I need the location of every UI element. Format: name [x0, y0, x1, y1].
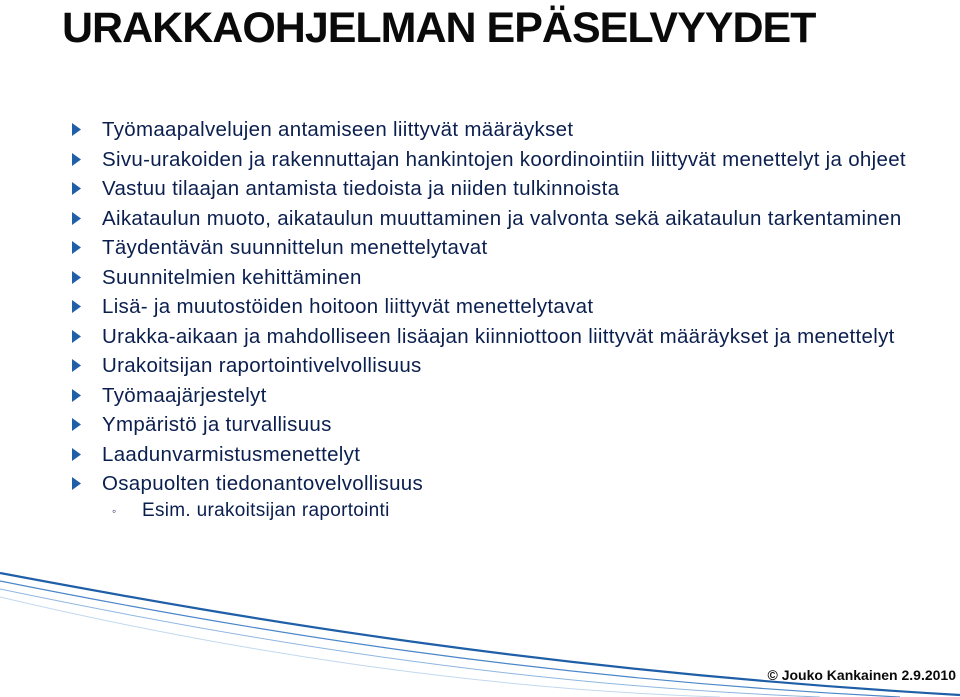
arrow-right-icon: [72, 177, 102, 200]
bullet-item: [72, 443, 952, 467]
bullet-text: Suunnitelmien kehittäminen: [102, 265, 362, 289]
arrow-right-icon: [72, 118, 102, 141]
bullet-item: [72, 118, 952, 142]
arrow-right-icon: [72, 354, 102, 377]
footer-copyright: © Jouko Kankainen 2.9.2010: [767, 667, 956, 683]
bullet-text: Ympäristö ja turvallisuus: [102, 413, 332, 436]
bullet-item: [72, 207, 952, 231]
bullet-list: [72, 118, 952, 522]
slide-title: URAKKAOHJELMAN EPÄSELVYYDET: [62, 4, 816, 52]
bullet-item: [72, 236, 952, 260]
bullet-text: Vastuu tilaajan antamista tiedoista ja niiden tulkinnoista: [102, 177, 620, 200]
arrow-right-icon: [72, 236, 102, 259]
bullet-text: Sivu-urakoiden ja rakennuttajan hankintojen koordinointiin liittyvät menettelyt ja ohjeet: [102, 147, 906, 171]
bullet-item: [72, 384, 952, 408]
sub-bullet-item: [112, 500, 952, 522]
bullet-item: [72, 325, 952, 349]
bullet-item: [72, 148, 952, 172]
bullet-item: [72, 266, 952, 290]
bullet-item: [72, 295, 952, 319]
circle-bullet-icon: ◦: [112, 503, 117, 518]
bullet-item: [72, 354, 952, 378]
arrow-right-icon: [72, 325, 102, 348]
bullet-text: Laadunvarmistusmenettelyt: [102, 442, 361, 466]
bullet-text: Osapuolten tiedonantovelvollisuus: [102, 472, 424, 495]
sub-bullet-text: Esim. urakoitsijan raportointi: [142, 499, 390, 521]
bullet-item: [72, 177, 952, 201]
bullet-text: Urakoitsijan raportointivelvollisuus: [102, 354, 422, 377]
bullet-text: Työmaajärjestelyt: [102, 383, 267, 407]
arrow-right-icon: [72, 266, 102, 289]
arrow-right-icon: [72, 443, 102, 466]
bullet-text: Lisä- ja muutostöiden hoitoon liittyvät menettelytavat: [102, 295, 594, 318]
bullet-text: Aikataulun muoto, aikataulun muuttaminen ja valvonta sekä aikataulun tarkentaminen: [102, 206, 902, 230]
arrow-right-icon: [72, 148, 102, 171]
arrow-right-icon: [72, 413, 102, 436]
bullet-text: Täydentävän suunnittelun menettelytavat: [102, 236, 488, 259]
arrow-right-icon: [72, 295, 102, 318]
bullet-item: [72, 413, 952, 437]
bullet-text: Urakka-aikaan ja mahdolliseen lisäajan kiinniottoon liittyvät määräykset ja menettelyt: [102, 324, 895, 348]
bullet-text: Työmaapalvelujen antamiseen liittyvät määräykset: [102, 118, 574, 141]
arrow-right-icon: [72, 207, 102, 230]
bullet-item: [72, 472, 952, 496]
arrow-right-icon: [72, 472, 102, 495]
arrow-right-icon: [72, 384, 102, 407]
